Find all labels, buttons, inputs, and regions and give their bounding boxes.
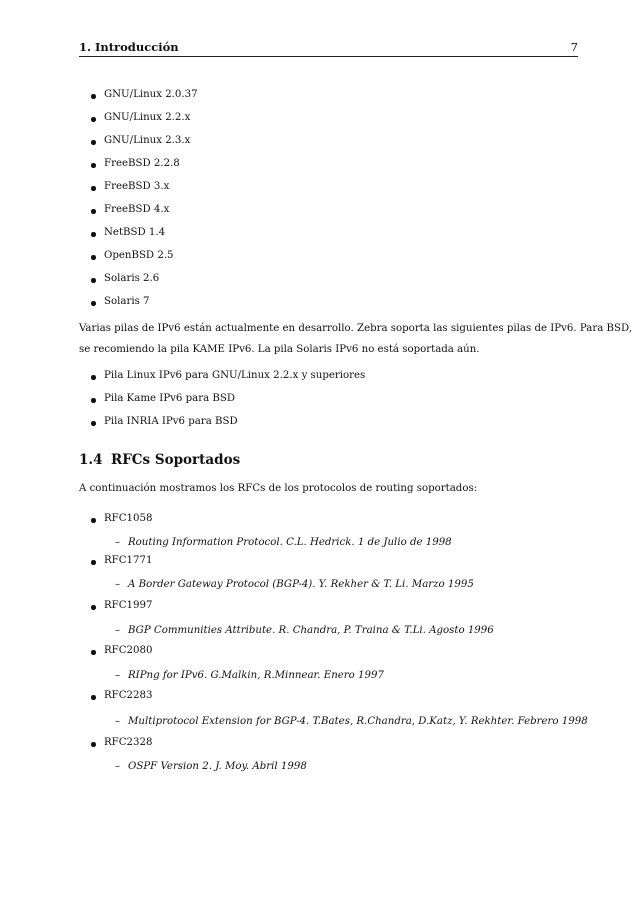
section-number: 1.4: [79, 452, 103, 468]
rfc-description: – OSPF Version 2. J. Moy. Abril 1998: [115, 761, 307, 772]
bullet-icon: [91, 605, 96, 610]
section-heading: [79, 452, 240, 468]
bullet-icon: [91, 232, 96, 237]
bullet-icon: [91, 421, 96, 426]
bullet-icon: [91, 301, 96, 306]
rfc-description: – A Border Gateway Protocol (BGP-4). Y. Rekher & T. Li. Marzo 1995: [115, 579, 474, 590]
running-header-chapter: 1. Introducción: [79, 40, 179, 54]
rfc-description: – Multiprotocol Extension for BGP-4. T.Bates, R.Chandra, D.Katz, Y. Rekhter. Febrero 1998: [115, 716, 588, 727]
document-page: 1. Introducción 7 GNU/Linux 2.0.37 GNU/Linux 2.2.x GNU/Linux 2.3.x FreeBSD 2.2.8 FreeBSD 3.x FreeBSD 4.x NetBSD 1.4 OpenBSD 2.5 Solaris 2.6 Solaris 7 Varias pilas de IPv6 están actualmente en desarrollo. Zebra soporta las siguientes pilas de IPv6. Para BSD, se recomiendo la pila KAME IPv6. La pila Solaris IPv6 no está soportada aún. Pila Linux IPv6 para GNU/Linux 2.2.x y superiores Pila Kame IPv6 para BSD Pila INRIA IPv6 para BSD 1.4 RFCs Soportados A continuación mostramos los RFCs de los protocolos de routing soportados: RFC1058 – Routing Information Protocol. C.L. Hedrick. 1 de Julio de 1998 RFC1771 – A Border Gateway Protocol (BGP-4). Y. Rekher & T. Li. Marzo 1995 RFC1997 – BGP Communities Attribute. R. Chandra, P. Traina & T.Li. Agosto 1996 RFC2080 – RIPng for IPv6. G.Malkin, R.Minnear. Enero 1997 RFC2283 – Multiprotocol Extension for BGP-4. T.Bates, R.Chandra, D.Katz, Y. Rekhter. Febrero 1998 RFC2328 – OSPF Version 2. J. Moy. Abril 1998: [79, 40, 633, 772]
bullet-icon: [91, 163, 96, 168]
bullet-icon: [91, 209, 96, 214]
page-number: 7: [570, 40, 578, 54]
bullet-icon: [91, 518, 96, 523]
ipv6-paragraph-line: se recomiendo la pila KAME IPv6. La pila Solaris IPv6 no está soportada aún.: [79, 344, 480, 355]
ipv6-paragraph-line: Varias pilas de IPv6 están actualmente en desarrollo. Zebra soporta las siguientes pilas de IPv6. Para BSD,: [79, 323, 633, 334]
bullet-icon: [91, 375, 96, 380]
bullet-icon: [91, 255, 96, 260]
header-rule: [79, 56, 578, 57]
bullet-icon: [91, 398, 96, 403]
bullet-icon: [91, 695, 96, 700]
bullet-icon: [91, 140, 96, 145]
ipv6-paragraph: [79, 318, 633, 360]
rfc-description: – RIPng for IPv6. G.Malkin, R.Minnear. Enero 1997: [115, 670, 384, 681]
bullet-icon: [91, 94, 96, 99]
bullet-icon: [91, 117, 96, 122]
bullet-icon: [91, 742, 96, 747]
rfc-description: – Routing Information Protocol. C.L. Hedrick. 1 de Julio de 1998: [115, 537, 452, 548]
bullet-icon: [91, 278, 96, 283]
bullet-icon: [91, 650, 96, 655]
rfc-description: – BGP Communities Attribute. R. Chandra, P. Traina & T.Li. Agosto 1996: [115, 625, 494, 636]
bullet-icon: [91, 186, 96, 191]
section-title: RFCs Soportados: [111, 452, 241, 468]
bullet-icon: [91, 560, 96, 565]
rfc-intro: A continuación mostramos los RFCs de los protocolos de routing soportados:: [79, 483, 478, 494]
